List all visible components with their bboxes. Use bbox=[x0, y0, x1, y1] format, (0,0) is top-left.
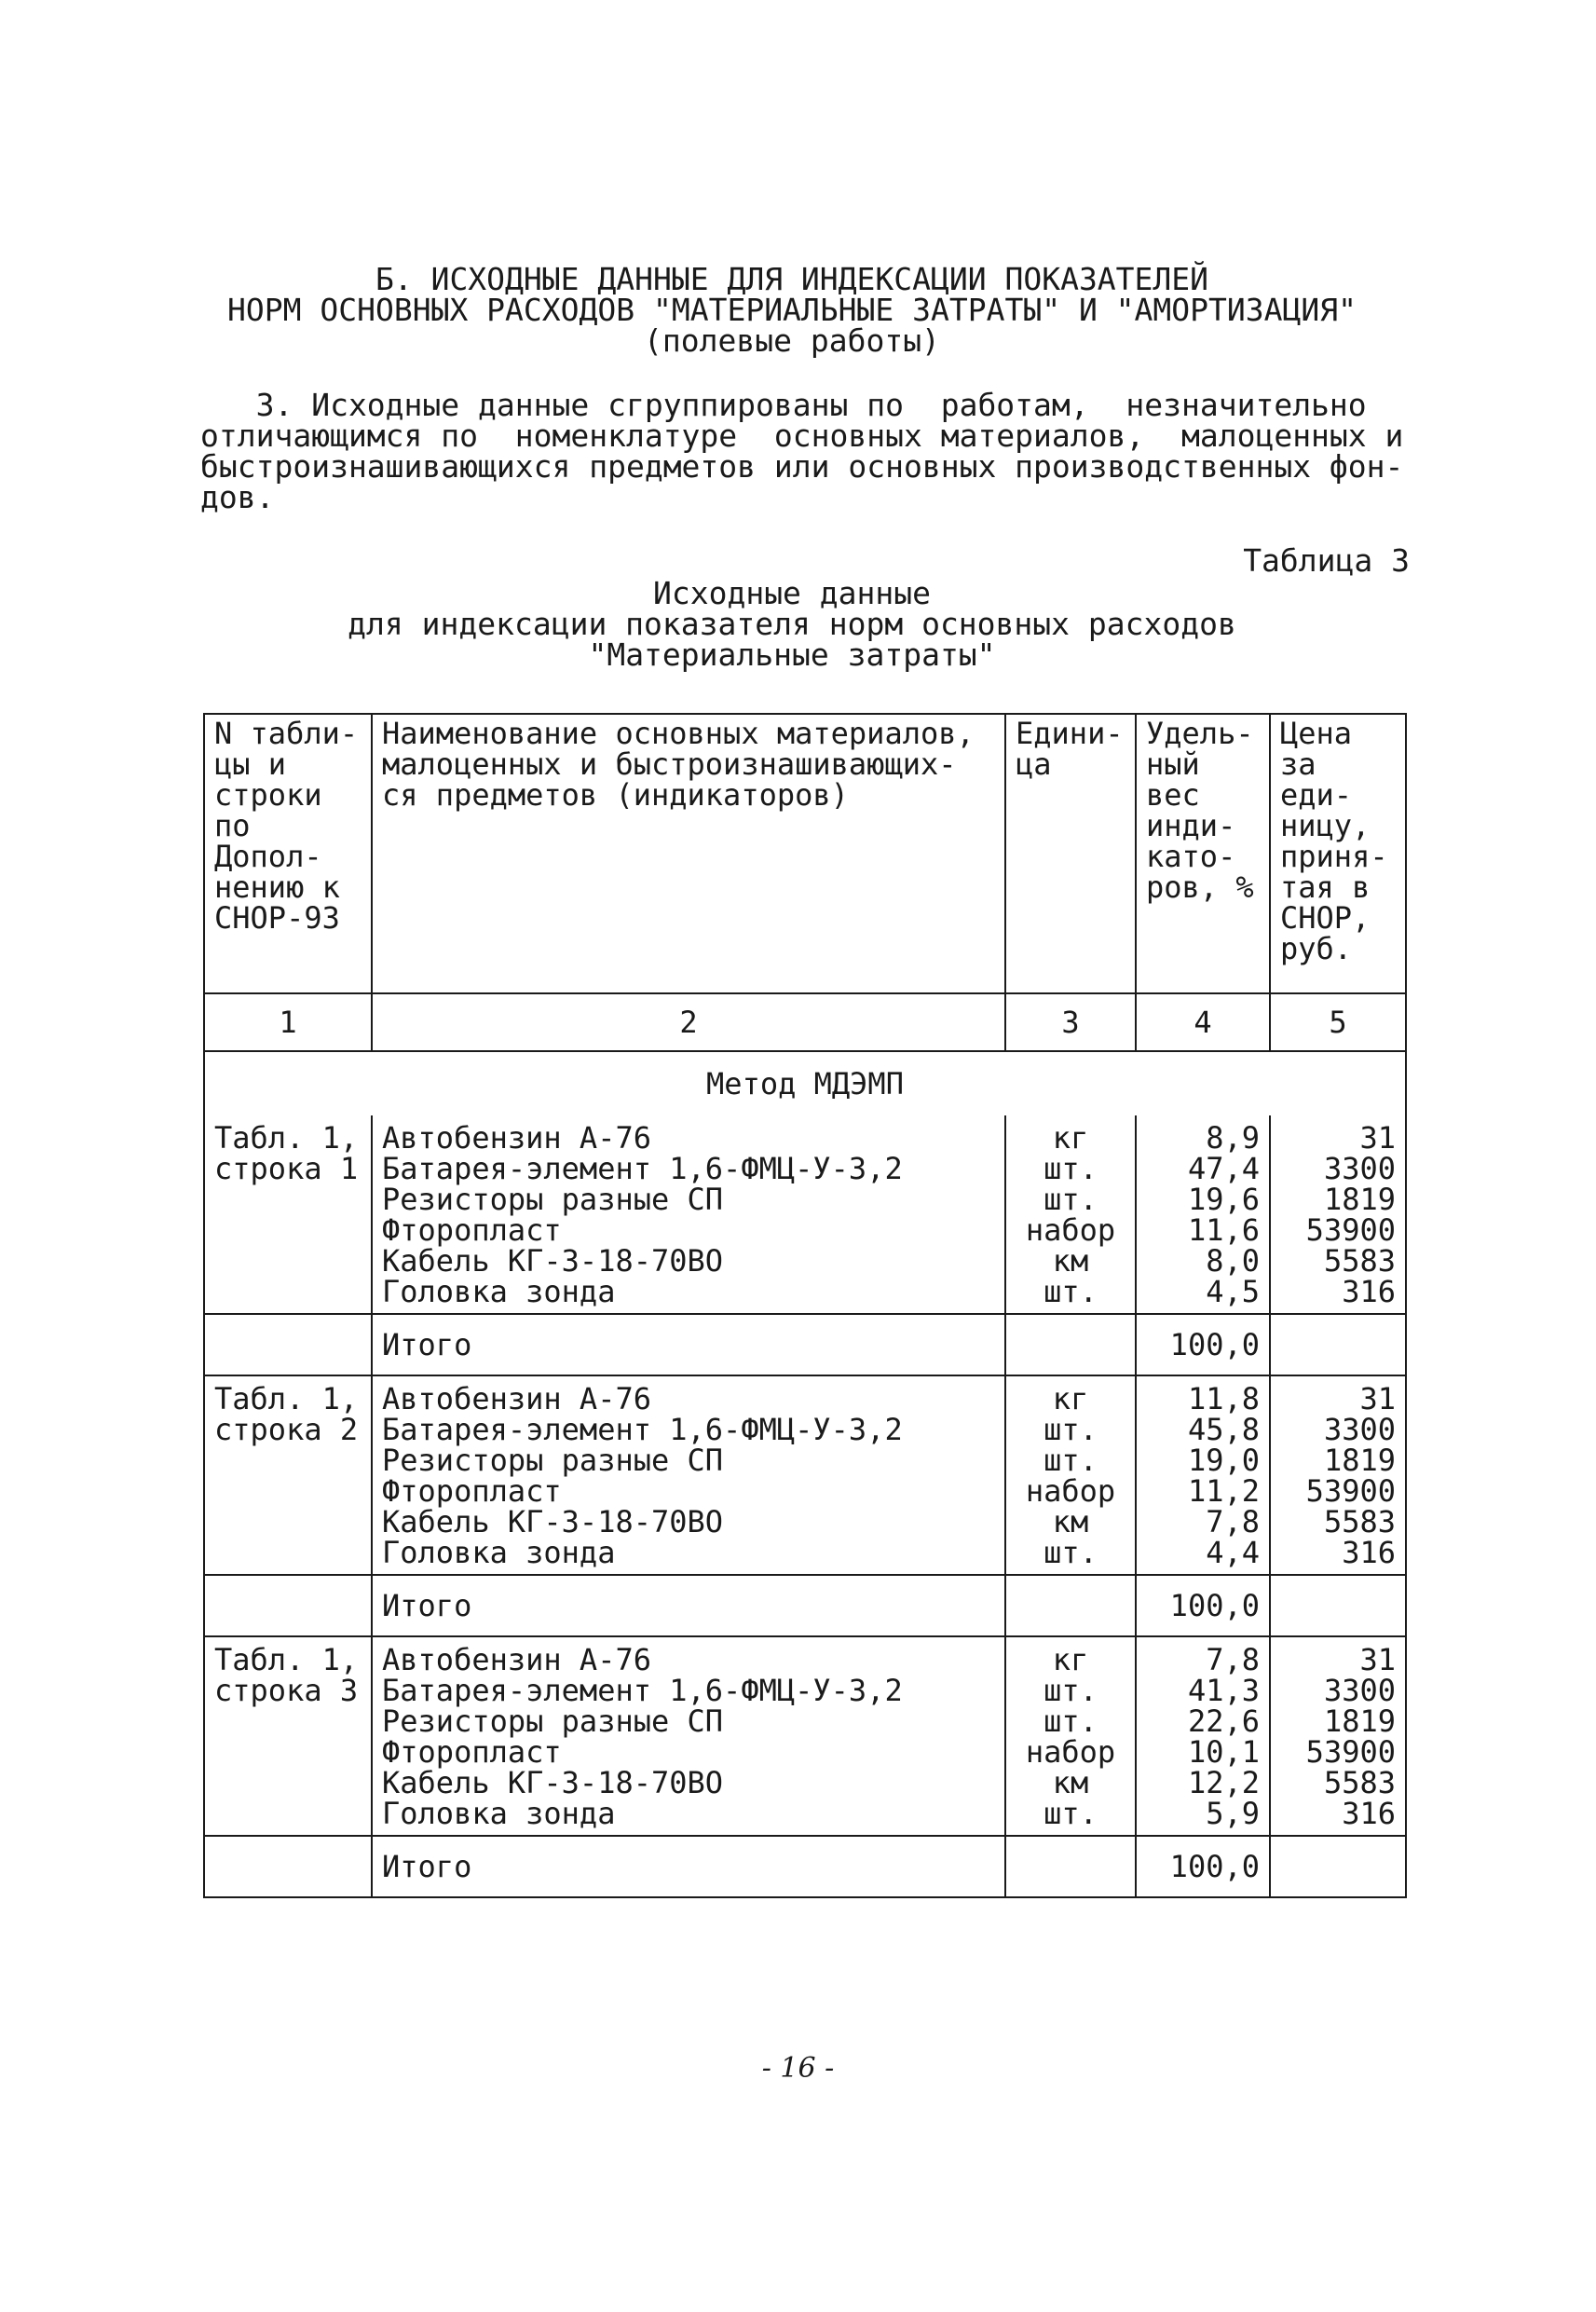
column-number: 5 bbox=[1270, 993, 1406, 1051]
total-empty bbox=[1270, 1314, 1406, 1375]
column-number: 4 bbox=[1136, 993, 1270, 1051]
row-prices: 31 3300 1819 53900 5583 316 bbox=[1270, 1115, 1406, 1314]
page-number: - 16 - bbox=[761, 2052, 835, 2085]
row-units: кг шт. шт. набор км шт. bbox=[1005, 1115, 1136, 1314]
table-row-group-2 bbox=[204, 1375, 1406, 1575]
total-empty bbox=[1005, 1575, 1136, 1636]
table-title-line-3: "Материальные затраты" bbox=[588, 636, 996, 673]
paragraph-line-2: отличающимся по номенклатуре основных материалов, малоценных и bbox=[200, 417, 1404, 454]
total-value: 100,0 bbox=[1136, 1836, 1270, 1897]
total-empty bbox=[1270, 1575, 1406, 1636]
section-heading-line-1: Б. ИСХОДНЫЕ ДАННЫЕ ДЛЯ ИНДЕКСАЦИИ ПОКАЗАТЕЛЕЙ bbox=[375, 261, 1209, 297]
row-weights: 11,8 45,8 19,0 11,2 7,8 4,4 bbox=[1136, 1375, 1270, 1575]
table-header-row bbox=[204, 714, 1406, 993]
header-ref: N табли- цы и строки по Допол- нению к СНОР-93 bbox=[204, 714, 372, 993]
total-value: 100,0 bbox=[1136, 1314, 1270, 1375]
row-weights: 7,8 41,3 22,6 10,1 12,2 5,9 bbox=[1136, 1636, 1270, 1836]
column-number-row bbox=[204, 993, 1406, 1051]
section-row bbox=[204, 1051, 1406, 1115]
table-title-line-2: для индексации показателя норм основных расходов bbox=[348, 606, 1236, 642]
row-reference: Табл. 1, строка 1 bbox=[204, 1115, 372, 1314]
header-price: Цена за еди- ницу, приня- тая в СНОР, руб. bbox=[1270, 714, 1406, 993]
paragraph-line-4: дов. bbox=[200, 479, 275, 515]
column-number: 3 bbox=[1005, 993, 1136, 1051]
row-units: кг шт. шт. набор км шт. bbox=[1005, 1375, 1136, 1575]
total-label: Итого bbox=[372, 1575, 1005, 1636]
total-empty bbox=[1270, 1836, 1406, 1897]
row-reference: Табл. 1, строка 3 bbox=[204, 1636, 372, 1836]
materials-table bbox=[203, 713, 1407, 1898]
total-value: 100,0 bbox=[1136, 1575, 1270, 1636]
header-weight: Удель- ный вес инди- като- ров, % bbox=[1136, 714, 1270, 993]
total-label: Итого bbox=[372, 1836, 1005, 1897]
table-row-group-1 bbox=[204, 1115, 1406, 1314]
total-row-1 bbox=[204, 1314, 1406, 1375]
total-empty bbox=[204, 1836, 372, 1897]
total-row-2 bbox=[204, 1575, 1406, 1636]
row-items: Автобензин А-76 Батарея-элемент 1,6-ФМЦ-У-3,2 Резисторы разные СП Фторопласт Кабель КГ-3-18-70ВО Головка зонда bbox=[372, 1375, 1005, 1575]
column-number: 1 bbox=[204, 993, 372, 1051]
paragraph-line-3: быстроизнашивающихся предметов или основных производственных фон- bbox=[200, 448, 1404, 485]
total-row-3 bbox=[204, 1836, 1406, 1897]
total-empty bbox=[204, 1314, 372, 1375]
section-title: Метод МДЭМП bbox=[204, 1051, 1406, 1115]
header-name: Наименование основных материалов, малоценных и быстроизнашивающих- ся предметов (индикаторов) bbox=[372, 714, 1005, 993]
row-items: Автобензин А-76 Батарея-элемент 1,6-ФМЦ-У-3,2 Резисторы разные СП Фторопласт Кабель КГ-3-18-70ВО Головка зонда bbox=[372, 1636, 1005, 1836]
row-items: Автобензин А-76 Батарея-элемент 1,6-ФМЦ-У-3,2 Резисторы разные СП Фторопласт Кабель КГ-3-18-70ВО Головка зонда bbox=[372, 1115, 1005, 1314]
total-empty bbox=[204, 1575, 372, 1636]
table-label: Таблица 3 bbox=[1243, 542, 1410, 579]
total-empty bbox=[1005, 1314, 1136, 1375]
total-empty bbox=[1005, 1836, 1136, 1897]
total-label: Итого bbox=[372, 1314, 1005, 1375]
row-prices: 31 3300 1819 53900 5583 316 bbox=[1270, 1375, 1406, 1575]
row-units: кг шт. шт. набор км шт. bbox=[1005, 1636, 1136, 1836]
paragraph-line-1: 3. Исходные данные сгруппированы по работам, незначительно bbox=[200, 387, 1367, 423]
row-weights: 8,9 47,4 19,6 11,6 8,0 4,5 bbox=[1136, 1115, 1270, 1314]
row-prices: 31 3300 1819 53900 5583 316 bbox=[1270, 1636, 1406, 1836]
row-reference: Табл. 1, строка 2 bbox=[204, 1375, 372, 1575]
table-title-line-1: Исходные данные bbox=[652, 575, 931, 611]
column-number: 2 bbox=[372, 993, 1005, 1051]
table-row-group-3 bbox=[204, 1636, 1406, 1836]
section-heading-line-2: НОРМ ОСНОВНЫХ РАСХОДОВ "МАТЕРИАЛЬНЫЕ ЗАТРАТЫ" И "АМОРТИЗАЦИЯ" bbox=[227, 292, 1357, 328]
section-heading-line-3: (полевые работы) bbox=[644, 322, 940, 359]
header-unit: Едини- ца bbox=[1005, 714, 1136, 993]
